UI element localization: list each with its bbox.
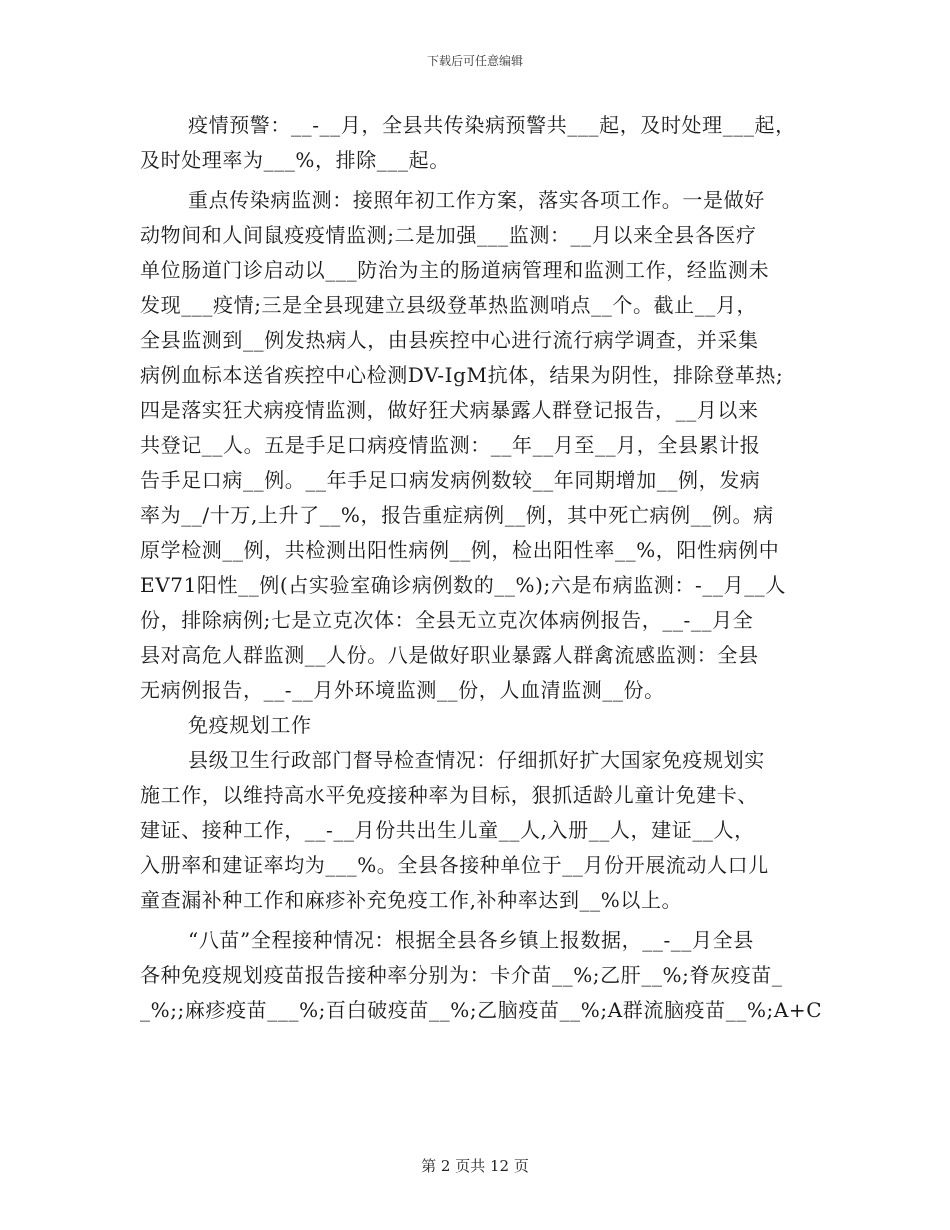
- text-line: “八苗”全程接种情况：根据全县各乡镇上报数据，__-__月全县: [188, 928, 754, 952]
- section-heading: 免疫规划工作: [188, 713, 312, 737]
- page-header: 下载后可任意编辑: [426, 54, 523, 68]
- text-line: 及时处理率为___%，排除___起。: [140, 148, 450, 172]
- text-line: 率为__/十万,上升了__%，报告重症病例__例，其中死亡病例__例。病: [140, 503, 774, 527]
- text-line: 四是落实狂犬病疫情监测，做好狂犬病暴露人群登记报告，__月以来: [140, 398, 759, 422]
- paragraph-supervision-inspection: [140, 743, 820, 918]
- text-line: 发现___疫情;三是全县现建立县级登革热监测哨点__个。截止__月，: [140, 293, 758, 317]
- text-line: 县级卫生行政部门督导检查情况：仔细抓好扩大国家免疫规划实: [188, 748, 765, 772]
- text-line: 各种免疫规划疫苗报告接种率分别为：卡介苗__%;乙肝__%;脊灰疫苗_: [140, 963, 783, 987]
- text-line: 告手足口病__例。__年手足口病发病例数较__年同期增加__例，发病: [140, 468, 761, 492]
- paragraph-outbreak-warning: [140, 108, 820, 178]
- text-line: 童查漏补种工作和麻疹补充免疫工作,补种率达到__%以上。: [140, 888, 683, 912]
- paragraph-key-disease-monitoring: [140, 183, 820, 708]
- text-line: 共登记__人。五是手足口病疫情监测：__年__月至__月，全县累计报: [140, 433, 761, 457]
- text-line: 全县监测到__例发热病人，由县疾控中心进行流行病学调查，并采集: [140, 328, 759, 352]
- text-line: 无病例报告，__-__月外环境监测__份，人血清监测__份。: [140, 678, 665, 702]
- text-line: 病例血标本送省疾控中心检测DV-IgM抗体，结果为阴性，排除登革热;: [140, 363, 784, 387]
- text-line: EV71阳性__例(占实验室确诊病例数的__%);六是布病监测：-__月__人: [140, 573, 786, 597]
- text-line: 单位肠道门诊启动以___防治为主的肠道病管理和监测工作，经监测未: [140, 258, 770, 282]
- paragraph-eight-vaccines: [140, 923, 823, 1028]
- text-line: 重点传染病监测：接照年初工作方案，落实各项工作。一是做好: [188, 188, 765, 212]
- text-line: 份，排除病例;七是立克次体：全县无立克次体病例报告，__-__月全: [140, 608, 754, 632]
- text-line: 入册率和建证率均为___%。全县各接种单位于__月份开展流动人口儿: [140, 853, 769, 877]
- text-line: 建证、接种工作，__-__月份共出生儿童__人,入册__人，建证__人，: [140, 818, 755, 842]
- document-body: [140, 108, 823, 1028]
- section-heading-immunization: [140, 708, 820, 743]
- text-line: 疫情预警：__-__月，全县共传染病预警共___起，及时处理___起，: [188, 113, 796, 137]
- text-line: 动物间和人间鼠疫疫情监测;二是加强___监测：__月以来全县各医疗: [140, 223, 757, 247]
- text-line: 原学检测__例，共检测出阳性病例__例，检出阳性率__%，阳性病例中: [140, 538, 780, 562]
- text-line: 施工作，以维持高水平免疫接种率为目标，狠抓适龄儿童计免建卡、: [140, 783, 758, 807]
- page-number-footer: 第 2 页共 12 页: [421, 1157, 529, 1175]
- text-line: _%;;麻疹疫苗___%;百白破疫苗__%;乙脑疫苗__%;A群流脑疫苗__%;A+C: [140, 998, 823, 1022]
- text-line: 县对高危人群监测__人份。八是做好职业暴露人群禽流感监测：全县: [140, 643, 759, 667]
